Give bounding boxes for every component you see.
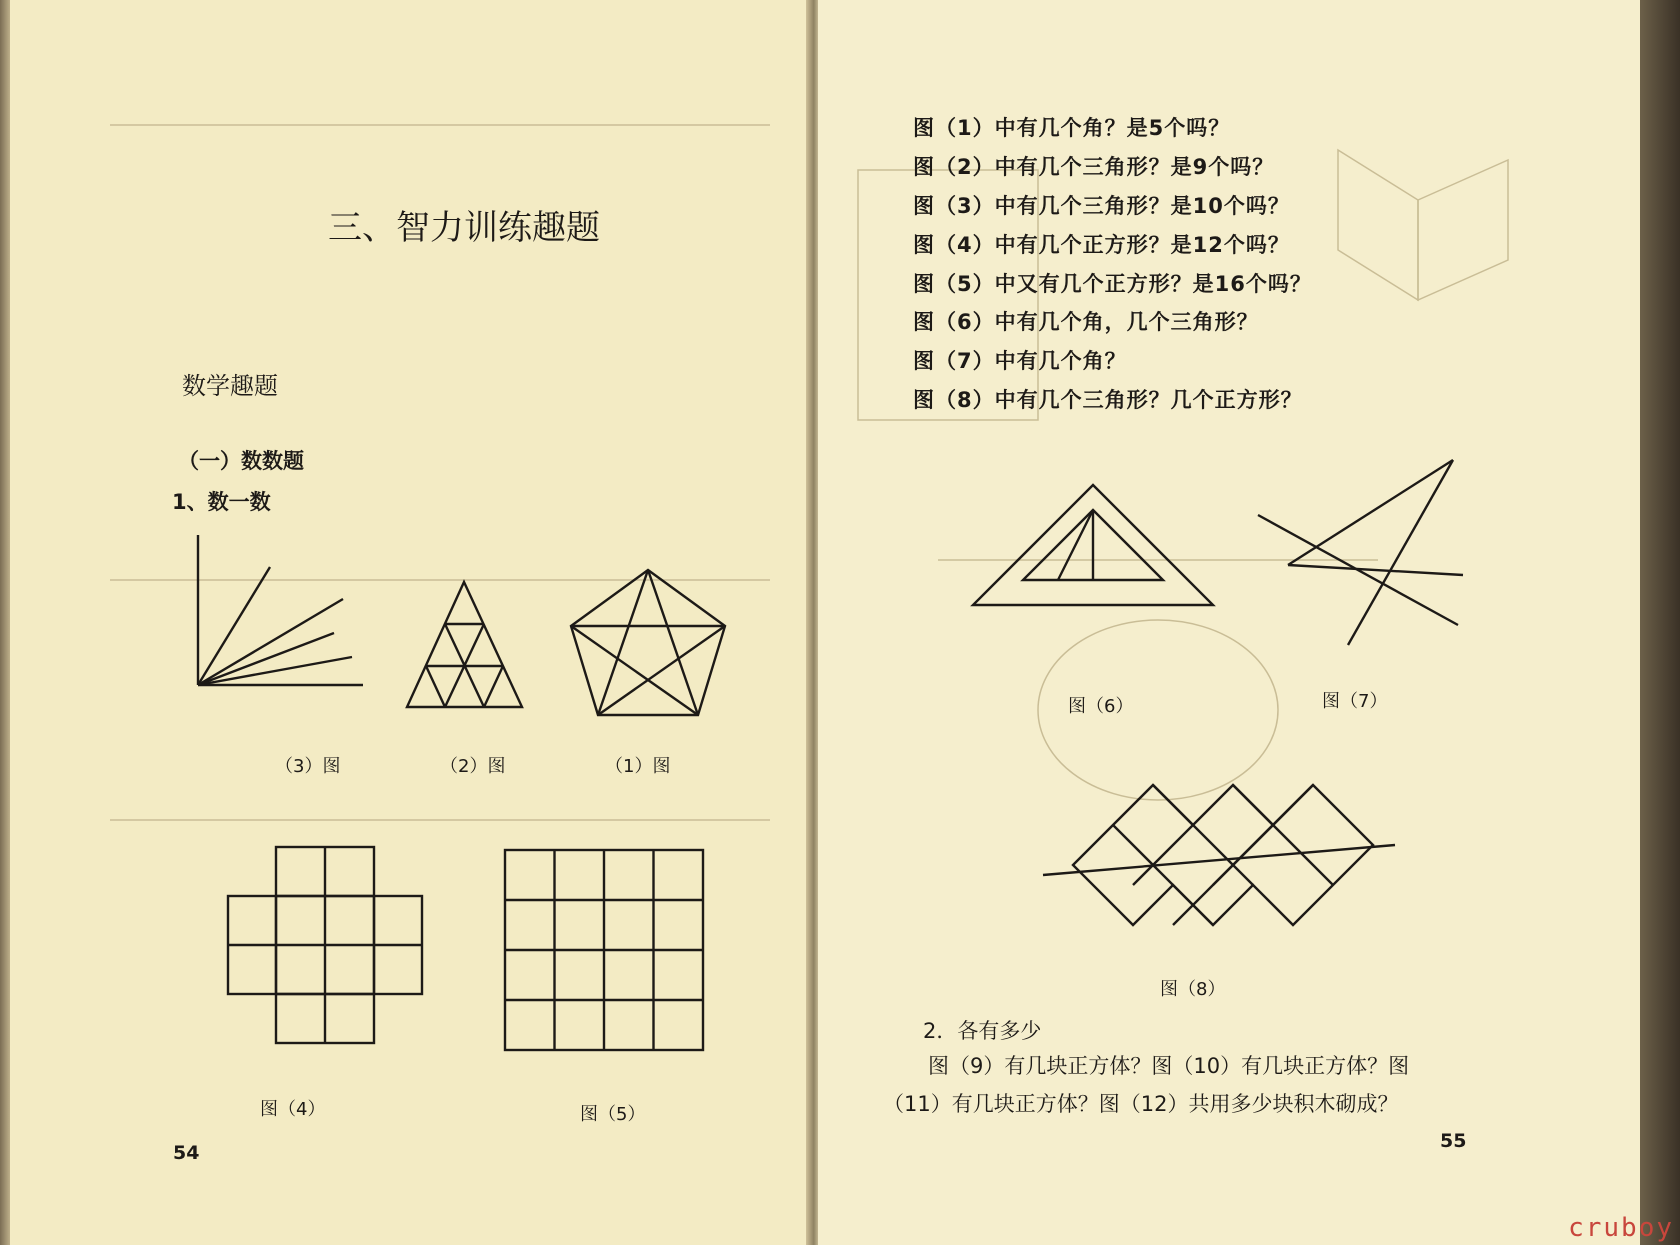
left-page (10, 0, 816, 1245)
section-title: 三、智力训练趣题 (328, 208, 600, 248)
figure-2-triangle-grid (397, 572, 547, 722)
figure-4-cross-grid (228, 842, 438, 1052)
watermark-text: cruboy (1568, 1213, 1674, 1243)
question-4: 图（4）中有几个正方形？是12个吗？ (913, 233, 1290, 257)
category-heading: （一）数数题 (178, 449, 304, 473)
item-2-heading: 2．各有多少 (923, 1019, 1042, 1043)
question-8: 图（8）中有几个三角形？几个正方形？ (913, 388, 1303, 412)
right-page (818, 0, 1648, 1245)
question-6: 图（6）中有几个角，几个三角形？ (913, 310, 1259, 334)
figure-6-nested-triangle (968, 480, 1248, 630)
caption-fig7: 图（7） (1322, 691, 1388, 712)
question-5: 图（5）中又有几个正方形？是16个吗？ (913, 272, 1312, 296)
caption-fig4: 图（4） (260, 1099, 326, 1120)
figure-7-crossing-lines (1253, 455, 1473, 655)
caption-fig6: 图（6） (1068, 696, 1134, 717)
figure-8-diamond-lattice (1043, 775, 1403, 955)
subsection-title: 数学趣题 (182, 372, 278, 400)
item-heading: 1、数一数 (172, 490, 271, 514)
figure-5-square-grid (503, 848, 708, 1058)
page-number-left: 54 (173, 1142, 200, 1164)
caption-fig5: 图（5） (580, 1104, 646, 1125)
book-right-edge (1640, 0, 1680, 1245)
caption-fig8: 图（8） (1160, 979, 1226, 1000)
question-3: 图（3）中有几个三角形？是10个吗？ (913, 194, 1290, 218)
page-number-right: 55 (1440, 1130, 1467, 1152)
figure-3-rays (188, 515, 378, 695)
caption-fig1: （1）图 (605, 756, 671, 777)
question-7: 图（7）中有几个角？ (913, 349, 1127, 373)
caption-fig2: （2）图 (440, 756, 506, 777)
question-2: 图（2）中有几个三角形？是9个吗？ (913, 155, 1275, 179)
question-1: 图（1）中有几个角？是5个吗？ (913, 116, 1231, 140)
figure-1-pentagon-star (558, 560, 738, 730)
caption-fig3: （3）图 (275, 756, 341, 777)
item-2-line-1: 图（9）有几块正方体？图（10）有几块正方体？图 (928, 1054, 1410, 1078)
item-2-line-2: （11）有几块正方体？图（12）共用多少块积木砌成？ (883, 1092, 1399, 1116)
